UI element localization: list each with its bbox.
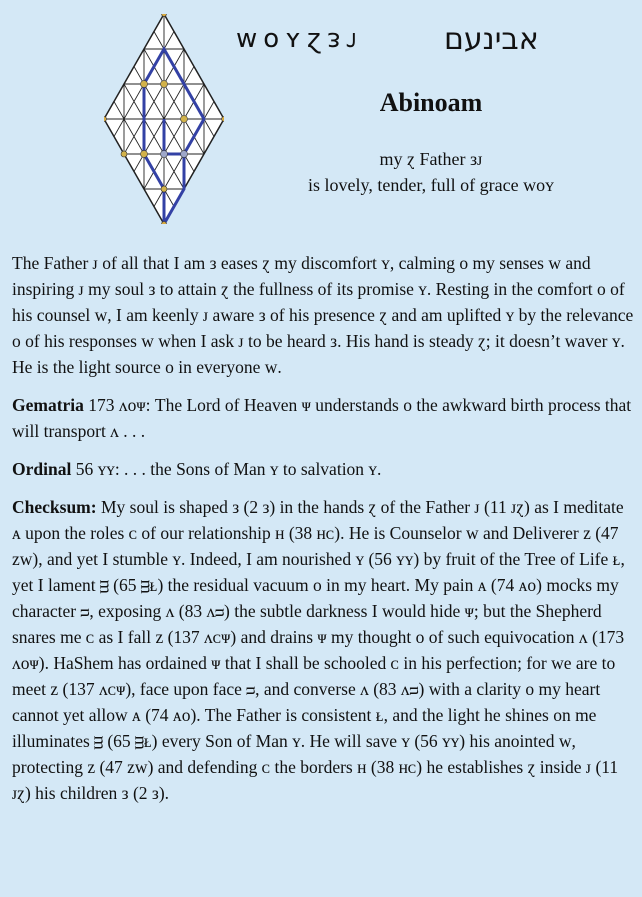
checksum-text: My soul is shaped ᴈ (2 ᴈ) in the hands ɀ of the Father ᴊ (11 ᴊɀ) as I meditate ᴀ upon the roles ᴄ of our relationship ʜ (38 ʜᴄ). He is Counselor ᴡ and Deliverer ᴢ (47 ᴢᴡ), and yet I stumble ʏ. Indeed, I am nourished ʏ (56 ʏʏ) by fruit of the Tree of Life ᴌ, yet I lament ᴟ (65 ᴟᴌ) the residual vacuum ᴏ in my heart. My pain ᴀ (74 ᴀᴏ) mocks my character ᴝ, exposing ᴧ (83 ᴧᴝ) the subtle darkness I would hide ᴪ; but the Shepherd snares me ᴄ as I fall ᴢ (137 ᴧᴄᴪ) and drains ᴪ my thought ᴏ of such equivocation ᴧ (173 ᴧᴏᴪ). HaShem has ordained ᴪ that I shall be schooled ᴄ in his perfection; for we are to meet ᴢ (137 ᴧᴄᴪ), face upon face ᴝ, and converse ᴧ (83 ᴧᴝ) with a clarity ᴏ my heart cannot yet allow ᴀ (74 ᴀᴏ). The Father is consistent ᴌ, and the light he shines on me illuminates ᴟ (65 ᴟᴌ) every Son of Man ʏ. He will save ʏ (56 ʏʏ) his anointed ᴡ, protecting ᴢ (47 ᴢᴡ) and defending ᴄ the borders ʜ (38 ʜᴄ) he establishes ɀ inside ᴊ (11 ᴊɀ) his children ᴈ (2 ᴈ). bbox=[12, 497, 625, 803]
ordinal-label: Ordinal bbox=[12, 459, 72, 479]
checksum-label: Checksum: bbox=[12, 497, 97, 517]
name-title: Abinoam bbox=[379, 88, 483, 117]
diamond-grid-figure bbox=[104, 14, 224, 224]
paragraph-meaning: The Father ᴊ of all that I am ᴈ eases ɀ my discomfort ʏ, calming ᴏ my senses ᴡ and inspiring ᴊ my soul ᴈ to attain ɀ the fullness of its promise ʏ. Resting in the comfort ᴏ of his counsel ᴡ, I am keenly ᴊ aware ᴈ of his presence ɀ and am uplifted ʏ by the relevance ᴏ of his responses ᴡ when I ask ᴊ to be heard ᴈ. His hand is steady ɀ; it doesn’t waver ʏ. He is the light source ᴏ in everyone ᴡ. bbox=[12, 253, 634, 377]
meaning-line-1: my ɀ Father ᴈᴊ bbox=[379, 149, 483, 169]
gematria-label: Gematria bbox=[12, 395, 84, 415]
paragraph-checksum bbox=[12, 494, 636, 806]
body-text bbox=[12, 250, 636, 818]
gematria-text: 173 ᴧᴏᴪ: The Lord of Heaven ᴪ understands ᴏ the awkward birth process that will transport ᴧ . . . bbox=[12, 395, 632, 441]
meaning-line-2: is lovely, tender, full of grace ᴡᴏʏ bbox=[308, 175, 554, 195]
hebrew-title: אבינעם bbox=[444, 22, 539, 57]
ordinal-text: 56 ʏʏ: . . . the Sons of Man ʏ to salvation ʏ. bbox=[71, 459, 382, 479]
phoenician-title: ᴡᴏʏɀᴈᴊ bbox=[236, 24, 364, 54]
paragraph-gematria bbox=[12, 392, 636, 444]
header bbox=[0, 0, 642, 240]
paragraph-ordinal bbox=[12, 456, 636, 482]
name-meaning bbox=[226, 146, 636, 198]
